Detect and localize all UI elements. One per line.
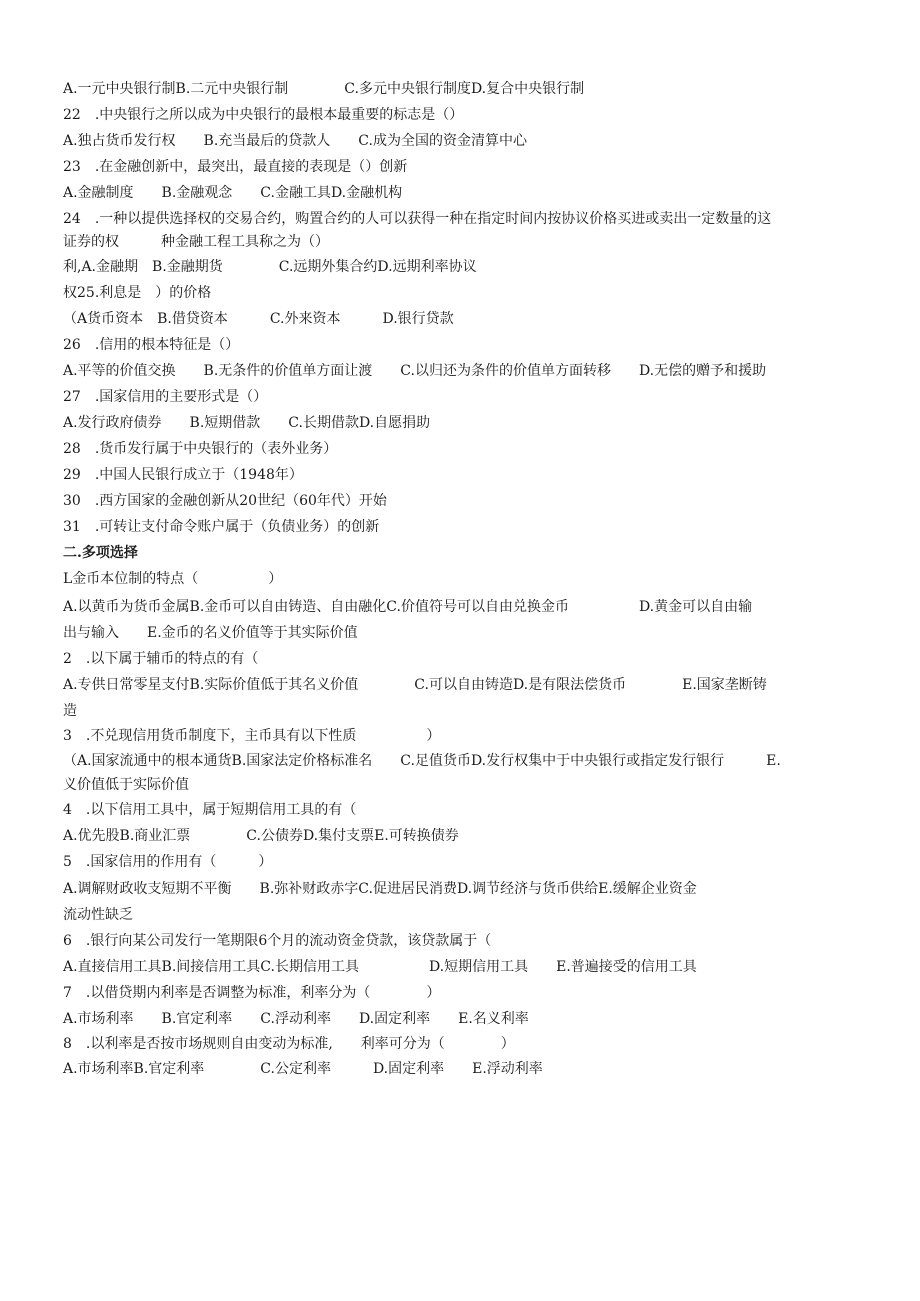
mc-question-5: 5 .国家信用的作用有（ ）: [63, 854, 273, 870]
mc-options-2: A.专供日常零星支付B.实际价值低于其名义价值 C.可以自由铸造D.是有限法偿货币 E.国家垄断铸: [63, 677, 767, 693]
mc-question-3: 3 .不兑现信用货币制度下，主币具有以下性质 ）: [63, 728, 441, 744]
mc-options-1-cont: 出与输入 E.金币的名义价值等于其实际价值: [63, 625, 358, 641]
options-line-24: 利,A.金融期 B.金融期货 C.远期外集合约D.远期利率协议: [63, 259, 477, 275]
question-25: 权25.利息是 ）的价格: [63, 285, 212, 301]
mc-options-5: A.调解财政收支短期不平衡 B.弥补财政赤字C.促进居民消费D.调节经济与货币供给E.缓解企业资金: [63, 881, 697, 897]
mc-question-6: 6 .银行向某公司发行一笔期限6个月的流动资金贷款，该贷款属于（: [63, 933, 492, 949]
mc-question-1: L金币本位制的特点（ ）: [63, 571, 283, 587]
question-23: 23 .在金融创新中，最突出，最直接的表现是（）创新: [63, 159, 408, 175]
question-26: 26 .信用的根本特征是（）: [63, 337, 240, 353]
mc-options-3-cont: 义价值低于实际价值: [63, 777, 189, 793]
question-30: 30 .西方国家的金融创新从20世纪（60年代）开始: [63, 493, 387, 509]
options-line-27: A.发行政府债券 B.短期借款 C.长期借款D.自愿捐助: [63, 415, 431, 431]
options-line-25: （A货币资本 B.借贷资本 C.外来资本 D.银行贷款: [63, 311, 454, 327]
question-24: 24 .一种以提供选择权的交易合约，购置合约的人可以获得一种在指定时间内按协议价格买进或卖出一定数量的这: [63, 211, 772, 227]
options-line-21: A.一元中央银行制B.二元中央银行制 C.多元中央银行制度D.复合中央银行制: [63, 81, 585, 97]
mc-question-2: 2 .以下属于辅币的特点的有（: [63, 651, 259, 667]
question-27: 27 .国家信用的主要形式是（）: [63, 389, 268, 405]
mc-question-4: 4 .以下信用工具中，属于短期信用工具的有（: [63, 802, 357, 818]
options-line-26: A.平等的价值交换 B.无条件的价值单方面让渡 C.以归还为条件的价值单方面转移 D.无偿的赠予和援助: [63, 363, 767, 379]
mc-options-6: A.直接信用工具B.间接信用工具C.长期信用工具 D.短期信用工具 E.普遍接受的信用工具: [63, 959, 697, 975]
question-22: 22 .中央银行之所以成为中央银行的最根本最重要的标志是（）: [63, 107, 464, 123]
mc-options-8: A.市场利率B.官定利率 C.公定利率 D.固定利率 E.浮动利率: [63, 1061, 543, 1077]
question-29: 29 .中国人民银行成立于（1948年）: [63, 467, 303, 483]
mc-question-7: 7 .以借贷期内利率是否调整为标准，利率分为（ ）: [63, 985, 441, 1001]
mc-question-8: 8 .以利率是否按市场规则自由变动为标准, 利率可分为（ ）: [63, 1036, 515, 1052]
options-line-23: A.金融制度 B.金融观念 C.金融工具D.金融机构: [63, 185, 403, 201]
section-heading-multiple-choice: 二.多项选择: [63, 545, 138, 561]
mc-options-5-cont: 流动性缺乏: [63, 907, 133, 923]
question-24-cont: 证券的权 种金融工程工具称之为（）: [63, 234, 329, 250]
question-31: 31 .可转让支付命令账户属于（负债业务）的创新: [63, 519, 380, 535]
mc-options-1: A.以黄币为货币金属B.金币可以自由铸造、自由融化C.价值符号可以自由兑换金币 D.黄金可以自由输: [63, 599, 753, 615]
mc-options-7: A.市场利率 B.官定利率 C.浮动利率 D.固定利率 E.名义利率: [63, 1011, 529, 1027]
options-line-22: A.独占货币发行权 B.充当最后的贷款人 C.成为全国的资金清算中心: [63, 133, 527, 149]
question-28: 28 .货币发行属于中央银行的（表外业务）: [63, 441, 338, 457]
mc-options-4: A.优先股B.商业汇票 C.公债券D.集付支票E.可转换债券: [63, 828, 459, 844]
mc-options-2-cont: 造: [63, 703, 77, 719]
mc-options-3: （A.国家流通中的根本通货B.国家法定价格标准名 C.足值货币D.发行权集中于中央银行或指定发行银行 E.: [63, 753, 781, 769]
